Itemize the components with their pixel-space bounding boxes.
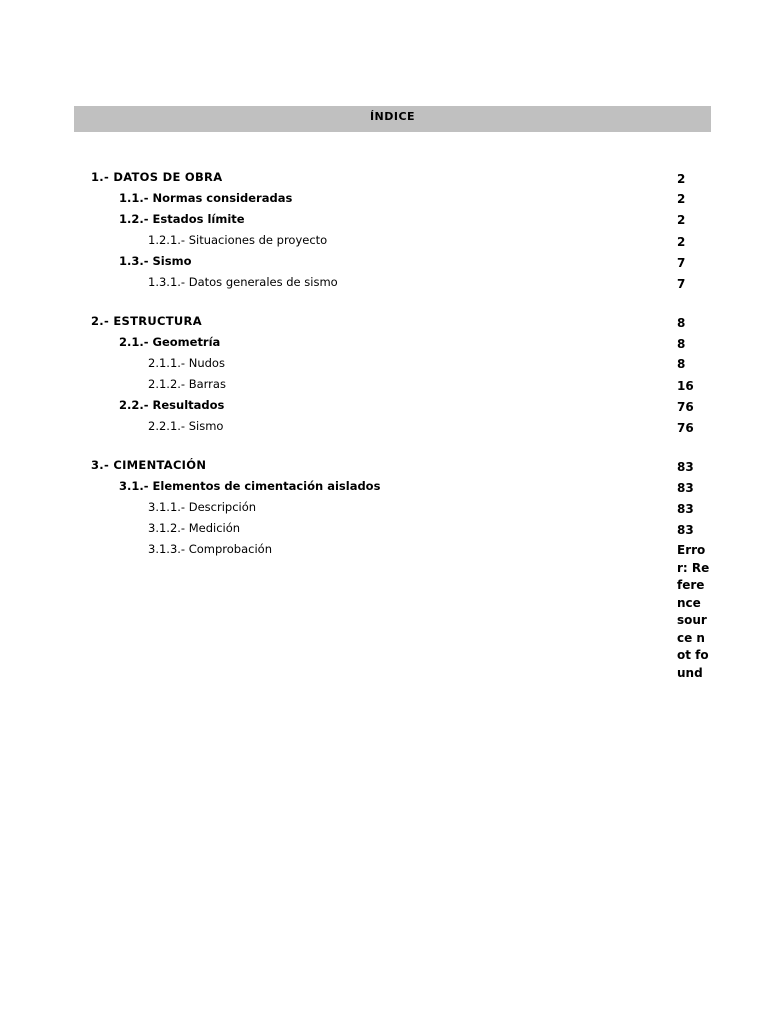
toc-page-3-1: 83 (677, 481, 694, 495)
toc-entry-1-3[interactable]: 1.3.- Sismo (119, 254, 192, 268)
toc-entry-2-2[interactable]: 2.2.- Resultados (119, 398, 225, 412)
toc-entry-3-1-2[interactable]: 3.1.2.- Medición (148, 521, 241, 535)
toc-entry-3-1-1[interactable]: 3.1.1.- Descripción (148, 500, 257, 514)
toc-entry-1-2-1[interactable]: 1.2.1.- Situaciones de proyecto (148, 233, 328, 247)
toc-page-1-1: 2 (677, 192, 686, 206)
toc-page-2-2-1: 76 (677, 421, 694, 435)
toc-page-2-2: 76 (677, 400, 694, 414)
toc-entry-3-1[interactable]: 3.1.- Elementos de cimentación aislados (119, 479, 381, 493)
toc-page-3-1-1: 83 (677, 502, 694, 516)
toc-entry-3-1-3[interactable]: 3.1.3.- Comprobación (148, 542, 272, 556)
toc-entry-2-1-1[interactable]: 2.1.1.- Nudos (148, 356, 225, 370)
toc-page-3-1-3-error: Error: Reference source not found (677, 543, 710, 680)
toc-page-3-1-2: 83 (677, 523, 694, 537)
toc-page-1: 2 (677, 172, 686, 186)
toc-page-2: 8 (677, 316, 686, 330)
toc-entry-1-3-1[interactable]: 1.3.1.- Datos generales de sismo (148, 275, 338, 289)
toc-entry-2-2-1[interactable]: 2.2.1.- Sismo (148, 419, 224, 433)
index-header-bar (74, 106, 711, 132)
toc-entry-1[interactable]: 1.- DATOS DE OBRA (91, 170, 223, 184)
toc-entry-1-2[interactable]: 1.2.- Estados límite (119, 212, 245, 226)
index-title: ÍNDICE (369, 110, 416, 123)
toc-entry-3[interactable]: 3.- CIMENTACIÓN (91, 458, 207, 472)
toc-page-1-2: 2 (677, 213, 686, 227)
toc-page-1-3-1: 7 (677, 277, 686, 291)
toc-page-2-1: 8 (677, 337, 686, 351)
toc-entry-2-1[interactable]: 2.1.- Geometría (119, 335, 221, 349)
toc-entry-1-1[interactable]: 1.1.- Normas consideradas (119, 191, 293, 205)
toc-entry-2-1-2[interactable]: 2.1.2.- Barras (148, 377, 226, 391)
toc-entry-2[interactable]: 2.- ESTRUCTURA (91, 314, 202, 328)
toc-page-3: 83 (677, 460, 694, 474)
toc-page-2-1-1: 8 (677, 357, 686, 371)
toc-page-1-3: 7 (677, 256, 686, 270)
toc-page-1-2-1: 2 (677, 235, 686, 249)
toc-page-2-1-2: 16 (677, 379, 694, 393)
